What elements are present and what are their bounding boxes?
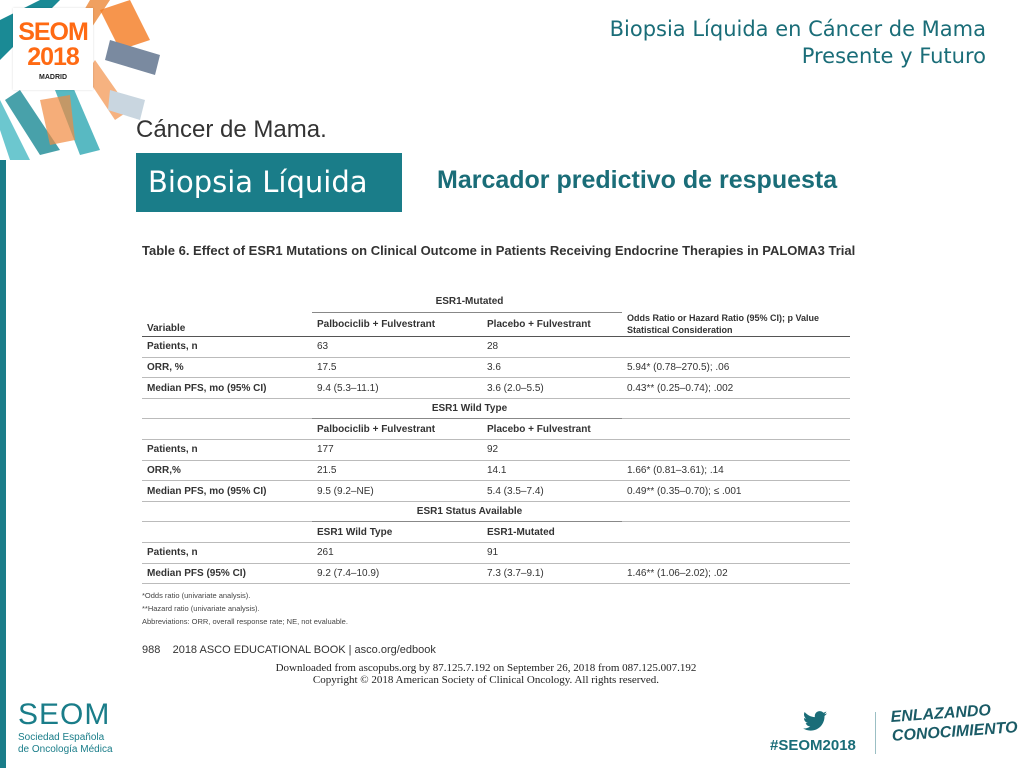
- table-row: Median PFS (95% CI) 9.2 (7.4–10.9) 7.3 (3.7–9.1) 1.46** (1.06–2.02); .02: [142, 563, 850, 584]
- table-title: Table 6. Effect of ESR1 Mutations on Clinical Outcome in Patients Receiving Endocrine Therapies in PALOMA3 Trial: [142, 243, 856, 258]
- header-palbociclib: Palbociclib + Fulvestrant: [312, 312, 482, 337]
- footer-org-line2: de Oncología Médica: [18, 744, 113, 755]
- table-row: Median PFS, mo (95% CI) 9.4 (5.3–11.1) 3.6 (2.0–5.5) 0.43** (0.25–0.74); .002: [142, 378, 850, 399]
- table-row: Patients, n 261 91: [142, 543, 850, 564]
- clinical-outcome-table: [142, 292, 850, 584]
- footer-organization: [18, 732, 128, 756]
- table-row: Patients, n 63 28: [142, 337, 850, 358]
- header-statistic: Odds Ratio or Hazard Ratio (95% CI); p Value Statistical Consideration: [622, 312, 850, 337]
- table-row: ORR,% 21.5 14.1 1.66* (0.81–3.61); .14: [142, 460, 850, 481]
- table-row: ORR, % 17.5 3.6 5.94* (0.78–270.5); .06: [142, 357, 850, 378]
- twitter-bird-icon: [803, 711, 827, 731]
- section-heading: Cáncer de Mama.: [136, 116, 327, 143]
- badge-city: MADRID: [39, 74, 67, 81]
- table-column-header: [142, 312, 850, 337]
- badge-year: 2018: [27, 43, 79, 71]
- presentation-title-line2: Presente y Futuro: [801, 44, 986, 68]
- table-group-header: [142, 501, 850, 522]
- footer-divider: [875, 712, 876, 754]
- download-notice-line1: Downloaded from ascopubs.org by 87.125.7.192 on September 26, 2018 from 087.125.007.192: [275, 662, 697, 674]
- table-column-header: Palbociclib + Fulvestrant Placebo + Fulvestrant: [142, 419, 850, 440]
- download-notice: [86, 662, 886, 686]
- slogan-line1: ENLAZANDO: [890, 701, 992, 726]
- slogan-line2: CONOCIMIENTO: [891, 719, 1019, 745]
- presentation-title: [610, 16, 986, 70]
- seom-footer-logo: [18, 700, 128, 756]
- header-placebo: Placebo + Fulvestrant: [482, 312, 622, 337]
- footnote: Abbreviations: ORR, overall response rate; NE, not evaluable.: [142, 617, 348, 626]
- footnote: **Hazard ratio (univariate analysis).: [142, 604, 260, 613]
- book-reference: 988 2018 ASCO EDUCATIONAL BOOK | asco.org/edbook: [142, 644, 436, 656]
- footer-brand: SEOM: [18, 698, 111, 731]
- table-group-header: [142, 292, 850, 312]
- seom-2018-badge: [13, 8, 93, 90]
- footnote: *Odds ratio (univariate analysis).: [142, 591, 251, 600]
- table-footnotes: [142, 589, 348, 628]
- event-slogan: [890, 699, 1018, 746]
- topic-box: Biopsia Líquida: [136, 153, 402, 212]
- group-esr1-status-available: ESR1 Status Available: [312, 501, 622, 522]
- header-variable: Variable: [142, 312, 312, 337]
- left-accent-bar: [0, 160, 6, 768]
- footer-org-line1: Sociedad Española: [18, 732, 105, 743]
- table-row: Median PFS, mo (95% CI) 9.5 (9.2–NE) 5.4 (3.5–7.4) 0.49** (0.35–0.70); ≤ .001: [142, 481, 850, 502]
- group-esr1-mutated: ESR1-Mutated: [312, 292, 622, 312]
- event-hashtag: #SEOM2018: [770, 737, 856, 754]
- group-esr1-wild-type: ESR1 Wild Type: [312, 398, 622, 419]
- download-notice-line2: Copyright © 2018 American Society of Clinical Oncology. All rights reserved.: [312, 674, 660, 686]
- presentation-title-line1: Biopsia Líquida en Cáncer de Mama: [609, 17, 986, 41]
- slide-subtitle: Marcador predictivo de respuesta: [437, 166, 838, 194]
- table-document: [86, 226, 886, 696]
- table-column-header: ESR1 Wild Type ESR1-Mutated: [142, 522, 850, 543]
- badge-brand: SEOM: [18, 18, 88, 46]
- table-row: Patients, n 177 92: [142, 440, 850, 461]
- table-group-header: [142, 398, 850, 419]
